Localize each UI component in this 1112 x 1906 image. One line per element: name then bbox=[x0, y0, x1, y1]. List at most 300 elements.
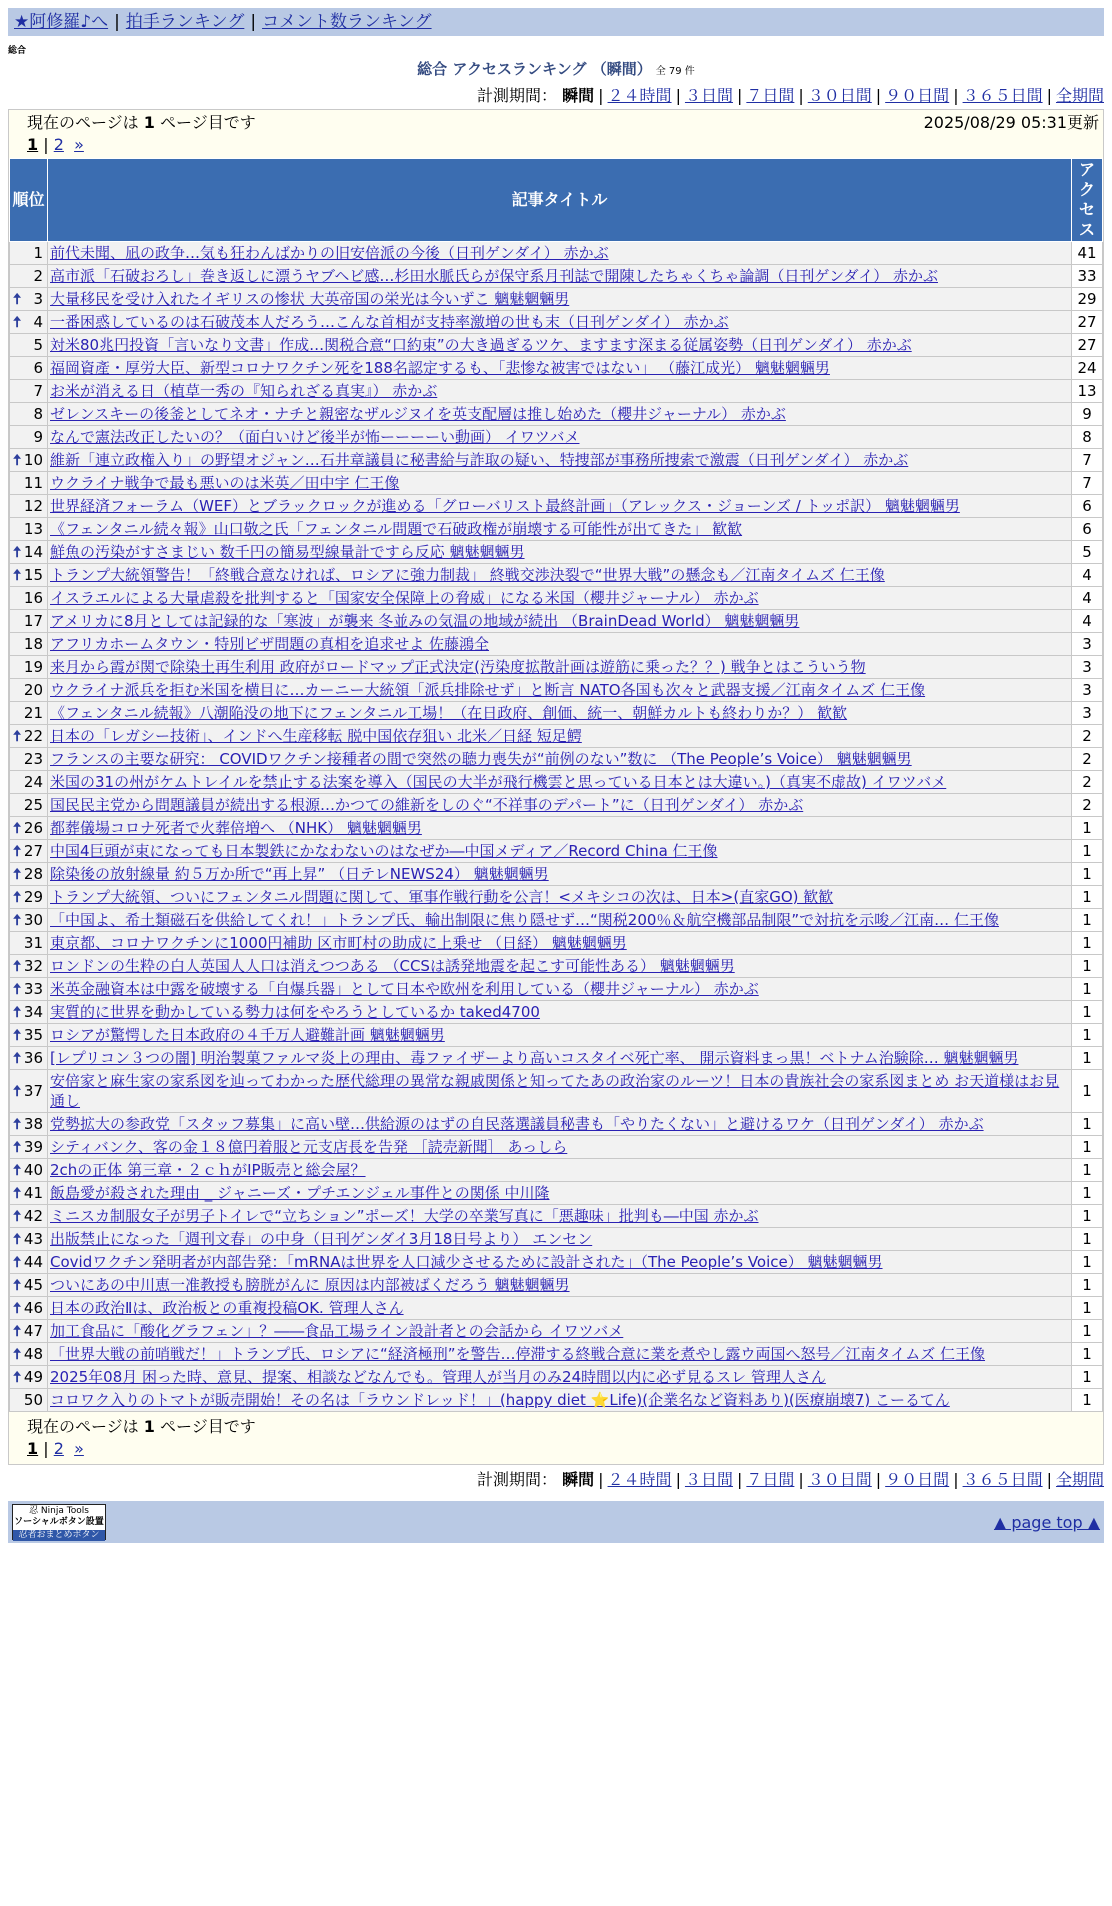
table-row bbox=[10, 725, 1103, 748]
article-link[interactable]: 福岡資產・厚労大臣、新型コロナワクチン死を188名認定するも、「悲惨な被害ではない」 （藤江成光） 魑魅魍魎男 bbox=[50, 359, 830, 377]
period-link-90d[interactable]: ９０日間 bbox=[885, 86, 950, 105]
rank-number: 14 bbox=[23, 543, 43, 561]
nav-link-clap-ranking[interactable]: 拍手ランキング bbox=[125, 12, 245, 32]
table-row bbox=[10, 932, 1103, 955]
rank-cell bbox=[10, 1389, 48, 1412]
rank-number: 4 bbox=[33, 313, 43, 331]
article-link[interactable]: Covidワクチン発明者が内部告発：「mRNAは世界を人口減少させるために設計された」（The People’s Voice） 魑魅魍魎男 bbox=[50, 1253, 883, 1271]
rank-cell bbox=[10, 242, 48, 265]
table-row bbox=[10, 1159, 1103, 1182]
article-link[interactable]: 党勢拡大の参政党「スタッフ募集」に高い壁…供給源のはずの自民落選議員秘書も「やりたくない」と避けるワケ（日刊ゲンダイ） 赤かぶ bbox=[50, 1115, 984, 1133]
rank-number: 8 bbox=[33, 405, 43, 423]
period-link-365d[interactable]: ３６５日間 bbox=[962, 1470, 1043, 1489]
rank-number: 40 bbox=[23, 1161, 43, 1179]
title-cell bbox=[48, 334, 1072, 357]
table-row bbox=[10, 1182, 1103, 1205]
rank-number: 45 bbox=[23, 1276, 43, 1294]
rank-cell bbox=[10, 495, 48, 518]
up-arrow-icon: 🠅 bbox=[13, 1026, 22, 1044]
rank-cell bbox=[10, 702, 48, 725]
table-row bbox=[10, 610, 1103, 633]
article-link[interactable]: ウクライナ派兵を拒む米国を横目に…カーニー大統領「派兵排除せず」と断言 NATO各国も次々と武器支援／江南タイムズ 仁王像 bbox=[50, 681, 926, 699]
article-link[interactable]: アフリカホームタウン・特別ビザ問題の真相を追求せよ 佐藤鴻全 bbox=[50, 635, 490, 653]
up-arrow-icon: 🠅 bbox=[13, 727, 22, 745]
title-cell bbox=[48, 1047, 1072, 1070]
rank-number: 29 bbox=[23, 888, 43, 906]
rank-cell bbox=[10, 679, 48, 702]
access-count: 8 bbox=[1072, 426, 1103, 449]
title-cell bbox=[48, 265, 1072, 288]
title-cell bbox=[48, 495, 1072, 518]
rank-cell bbox=[10, 265, 48, 288]
up-arrow-icon: 🠅 bbox=[13, 1345, 22, 1363]
title-cell bbox=[48, 403, 1072, 426]
article-link[interactable]: 《フェンタニル続々報》山口敬之氏「フェンタニル問題で石破政権が崩壊する可能性が出てきた」 歓歓 bbox=[50, 520, 743, 538]
title-cell bbox=[48, 449, 1072, 472]
table-row bbox=[10, 1136, 1103, 1159]
article-link[interactable]: シティバンク、客の金１８億円着服と元支店長を告発 ［読売新聞］ あっしら bbox=[50, 1138, 568, 1156]
title-cell bbox=[48, 564, 1072, 587]
article-link[interactable]: 日本の「レガシー技術」、インドへ生産移転 脱中国依存狙い 北米／日経 短足鰐 bbox=[50, 727, 582, 745]
title-cell bbox=[48, 1136, 1072, 1159]
access-count: 6 bbox=[1072, 495, 1103, 518]
rank-number: 38 bbox=[23, 1115, 43, 1133]
access-count: 1 bbox=[1072, 1113, 1103, 1136]
table-row bbox=[10, 702, 1103, 725]
up-arrow-icon: 🠅 bbox=[13, 313, 22, 331]
article-link[interactable]: 前代未聞、凪の政争…気も狂わんばかりの旧安倍派の今後（日刊ゲンダイ） 赤かぶ bbox=[50, 244, 609, 262]
table-row bbox=[10, 1274, 1103, 1297]
access-count: 1 bbox=[1072, 1136, 1103, 1159]
table-row bbox=[10, 1297, 1103, 1320]
article-link[interactable]: 都葬儀場コロナ死者で火葬倍増へ （NHK） 魑魅魍魎男 bbox=[50, 819, 422, 837]
article-link[interactable]: お米が消える日（植草一秀の『知られざる真実』） 赤かぶ bbox=[50, 382, 438, 400]
rank-cell bbox=[10, 1001, 48, 1024]
rank-cell bbox=[10, 1136, 48, 1159]
title-cell bbox=[48, 1113, 1072, 1136]
access-count: 4 bbox=[1072, 610, 1103, 633]
period-link-365d[interactable]: ３６５日間 bbox=[962, 86, 1043, 105]
article-link[interactable]: 米国の31の州がケムトレイルを禁止する法案を導入（国民の大半が飛行機雲と思っている日本とは大違い。)（真実不虚故) イワツバメ bbox=[50, 773, 947, 791]
page-status-suffix: ページ目です bbox=[160, 113, 256, 132]
article-link[interactable]: フランスの主要な研究： COVIDワクチン接種者の間で突然の聴力喪失が“前例のない”数に （The People’s Voice） 魑魅魍魎男 bbox=[50, 750, 912, 768]
title-cell bbox=[48, 1159, 1072, 1182]
access-count: 1 bbox=[1072, 840, 1103, 863]
access-count: 9 bbox=[1072, 403, 1103, 426]
table-row bbox=[10, 311, 1103, 334]
rank-number: 9 bbox=[33, 428, 43, 446]
rank-number: 11 bbox=[23, 474, 43, 492]
title-cell bbox=[48, 955, 1072, 978]
table-row bbox=[10, 817, 1103, 840]
rank-number: 33 bbox=[23, 980, 43, 998]
rank-cell bbox=[10, 541, 48, 564]
badge-line-3: 忍者おまとめボタン bbox=[13, 1530, 105, 1541]
up-arrow-icon: 🠅 bbox=[13, 1322, 22, 1340]
page-status bbox=[27, 112, 256, 134]
table-row bbox=[10, 863, 1103, 886]
period-link-3d[interactable]: ３日間 bbox=[684, 86, 733, 105]
article-link[interactable]: 米英金融資本は中露を破壊する「自爆兵器」として日本や欧州を利用している（櫻井ジャーナル） 赤かぶ bbox=[50, 980, 759, 998]
table-row bbox=[10, 748, 1103, 771]
ranking-body bbox=[10, 242, 1103, 1412]
table-row bbox=[10, 472, 1103, 495]
article-link[interactable]: ゼレンスキーの後釜としてネオ・ナチと親密なザルジヌイを英支配層は推し始めた（櫻井ジャーナル） 赤かぶ bbox=[50, 405, 786, 423]
access-count: 1 bbox=[1072, 1297, 1103, 1320]
period-link-7d[interactable]: ７日間 bbox=[746, 86, 795, 105]
rank-number: 12 bbox=[23, 497, 43, 515]
rank-number: 22 bbox=[23, 727, 43, 745]
article-link[interactable]: 中国4巨頭が束になっても日本製鉄にかなわないのはなぜか―中国メディア／Record China 仁王像 bbox=[50, 842, 718, 860]
article-link[interactable]: アメリカに8月としては記録的な「寒波」が襲来 冬並みの気温の地域が続出 （BrainDead World） 魑魅魍魎男 bbox=[50, 612, 800, 630]
rank-cell bbox=[10, 1205, 48, 1228]
article-link[interactable]: 安倍家と麻生家の家系図を辿ってわかった歴代総理の異常な親戚関係と知ってたあの政治家のルーツ！日本の貴族社会の家系図まとめ お天道様はお見通し bbox=[50, 1072, 1060, 1110]
period-link-30d[interactable]: ３０日間 bbox=[807, 86, 872, 105]
article-link[interactable]: 来月から霞が関で除染土再生利用 政府がロードマップ正式決定(汚染度拡散計画は遊筋に乗った？？) 戦争とはこういう物 bbox=[50, 658, 866, 676]
rank-number: 25 bbox=[23, 796, 43, 814]
rank-number: 46 bbox=[23, 1299, 43, 1317]
rank-cell bbox=[10, 610, 48, 633]
page-title: 総合 アクセスランキング （瞬間） bbox=[417, 60, 652, 78]
access-count: 1 bbox=[1072, 1182, 1103, 1205]
rank-number: 3 bbox=[33, 290, 43, 308]
access-count: 1 bbox=[1072, 1205, 1103, 1228]
title-cell bbox=[48, 748, 1072, 771]
access-count: 2 bbox=[1072, 771, 1103, 794]
page-status-prefix: 現在のページは bbox=[27, 113, 139, 132]
period-link-7d[interactable]: ７日間 bbox=[746, 1470, 795, 1489]
article-link[interactable]: 国民民主党から問題議員が続出する根源…かつての維新をしのぐ“不祥事のデパート”に（日刊ゲンダイ） 赤かぶ bbox=[50, 796, 804, 814]
article-link[interactable]: ミニスカ制服女子が男子トイレで“立ちション”ポーズ！大学の卒業写真に「悪趣味」批判も―中国 赤かぶ bbox=[50, 1207, 759, 1225]
up-arrow-icon: 🠅 bbox=[13, 911, 22, 929]
rank-number: 39 bbox=[23, 1138, 43, 1156]
period-link-24h[interactable]: ２４時間 bbox=[607, 86, 672, 105]
article-link[interactable]: なんで憲法改正したいの？（面白いけど後半が怖ーーーーい動画） イワツバメ bbox=[50, 428, 580, 446]
nav-link-asura[interactable]: ★阿修羅♪へ bbox=[14, 12, 109, 32]
title-cell bbox=[48, 610, 1072, 633]
rank-cell bbox=[10, 449, 48, 472]
rank-cell bbox=[10, 334, 48, 357]
rank-cell bbox=[10, 725, 48, 748]
rank-number: 50 bbox=[23, 1391, 43, 1409]
table-row bbox=[10, 978, 1103, 1001]
period-link-3d[interactable]: ３日間 bbox=[684, 1470, 733, 1489]
rank-number: 18 bbox=[23, 635, 43, 653]
table-row bbox=[10, 426, 1103, 449]
up-arrow-icon: 🠅 bbox=[13, 1138, 22, 1156]
table-row bbox=[10, 840, 1103, 863]
access-count: 7 bbox=[1072, 472, 1103, 495]
rank-number: 7 bbox=[33, 382, 43, 400]
title-cell bbox=[48, 886, 1072, 909]
access-count: 13 bbox=[1072, 380, 1103, 403]
access-count: 1 bbox=[1072, 1251, 1103, 1274]
rank-cell bbox=[10, 1366, 48, 1389]
pager-separator: | bbox=[43, 1439, 49, 1458]
table-row bbox=[10, 518, 1103, 541]
access-count: 1 bbox=[1072, 1389, 1103, 1412]
access-count: 1 bbox=[1072, 817, 1103, 840]
article-link[interactable]: 実質的に世界を動かしている勢力は何をやろうとしているか taked4700 bbox=[50, 1003, 540, 1021]
title-cell bbox=[48, 1001, 1072, 1024]
table-row bbox=[10, 288, 1103, 311]
table-row bbox=[10, 794, 1103, 817]
access-count: 6 bbox=[1072, 518, 1103, 541]
rank-cell bbox=[10, 955, 48, 978]
access-count: 27 bbox=[1072, 334, 1103, 357]
title-cell bbox=[48, 1024, 1072, 1047]
article-link[interactable]: 飯島愛が殺された理由 _ ジャニーズ・プチエンジェル事件との関係 中川隆 bbox=[50, 1184, 550, 1202]
article-link[interactable]: ロシアが驚愕した日本政府の４千万人避難計画 魑魅魍魎男 bbox=[50, 1026, 445, 1044]
article-link[interactable]: 加工食品に「酸化グラフェン」？――食品工場ライン設計者との会話から イワツバメ bbox=[50, 1322, 624, 1340]
access-count: 1 bbox=[1072, 1228, 1103, 1251]
period-current: 瞬間 bbox=[562, 86, 595, 105]
period-link-90d[interactable]: ９０日間 bbox=[885, 1470, 950, 1489]
rank-cell bbox=[10, 1343, 48, 1366]
rank-number: 44 bbox=[23, 1253, 43, 1271]
up-arrow-icon: 🠅 bbox=[13, 1184, 22, 1202]
period-label: 計測期間： bbox=[477, 1470, 558, 1489]
pager-separator: | bbox=[43, 135, 49, 154]
up-arrow-icon: 🠅 bbox=[13, 566, 22, 584]
article-link[interactable]: トランプ大統領警告！「終戦合意なければ、ロシアに強力制裁」 終戦交渉決裂で“世界大戦”の懸念も／江南タイムズ 仁王像 bbox=[50, 566, 885, 584]
table-row bbox=[10, 1343, 1103, 1366]
rank-number: 20 bbox=[23, 681, 43, 699]
header-access: アクセス bbox=[1072, 159, 1103, 242]
table-row bbox=[10, 633, 1103, 656]
up-arrow-icon: 🠅 bbox=[13, 543, 22, 561]
article-link[interactable]: 一番困惑しているのは石破茂本人だろう…こんな首相が支持率激増の世も末（日刊ゲンダイ） 赤かぶ bbox=[50, 313, 729, 331]
pager-top bbox=[9, 134, 1103, 158]
table-row bbox=[10, 380, 1103, 403]
pager-next[interactable]: » bbox=[74, 135, 84, 154]
page-top-link[interactable]: ▲ page top ▲ bbox=[993, 1512, 1100, 1532]
up-arrow-icon: 🠅 bbox=[13, 1082, 22, 1100]
rank-cell bbox=[10, 426, 48, 449]
rank-cell bbox=[10, 1159, 48, 1182]
ranking-table bbox=[9, 158, 1103, 1412]
rank-number: 42 bbox=[23, 1207, 43, 1225]
rank-number: 31 bbox=[23, 934, 43, 952]
table-row bbox=[10, 886, 1103, 909]
access-count: 1 bbox=[1072, 1070, 1103, 1113]
table-row bbox=[10, 1228, 1103, 1251]
article-link[interactable]: 東京都、コロナワクチンに1000円補助 区市町村の助成に上乗せ （日経） 魑魅魍魎男 bbox=[50, 934, 627, 952]
article-link[interactable]: 鮮魚の汚染がすさまじい 数千円の簡易型線量計ですら反応 魑魅魍魎男 bbox=[50, 543, 525, 561]
access-count: 1 bbox=[1072, 909, 1103, 932]
access-count: 1 bbox=[1072, 1343, 1103, 1366]
header-title: 記事タイトル bbox=[48, 159, 1072, 242]
rank-cell bbox=[10, 978, 48, 1001]
rank-cell bbox=[10, 656, 48, 679]
article-link[interactable]: 「中国よ、希土類磁石を供給してくれ！」トランプ氏、輸出制限に焦り隠せず…“関税200％＆航空機部品制限”で対抗を示唆／江南… 仁王像 bbox=[50, 911, 999, 929]
rank-number: 35 bbox=[23, 1026, 43, 1044]
rank-cell bbox=[10, 863, 48, 886]
article-link[interactable]: イスラエルによる大量虐殺を批判すると「国家安全保障上の脅威」になる米国（櫻井ジャーナル） 赤かぶ bbox=[50, 589, 759, 607]
rank-cell bbox=[10, 1113, 48, 1136]
article-link[interactable]: 高市派「石破おろし」巻き返しに漂うヤブヘビ感…杉田水脈氏らが保守系月刊誌で開陳したちゃくちゃ論調（日刊ゲンダイ） 赤かぶ bbox=[50, 267, 938, 285]
title-cell bbox=[48, 863, 1072, 886]
period-link-30d[interactable]: ３０日間 bbox=[807, 1470, 872, 1489]
article-link[interactable]: 2025年08月 困った時、意見、提案、相談などなんでも。管理人が当月のみ24時間以内に必ず見るスレ 管理人さん bbox=[50, 1368, 826, 1386]
title-cell bbox=[48, 794, 1072, 817]
rank-cell bbox=[10, 748, 48, 771]
rank-number: 15 bbox=[23, 566, 43, 584]
pager-page-2[interactable]: 2 bbox=[53, 1439, 64, 1458]
access-count: 24 bbox=[1072, 357, 1103, 380]
table-row bbox=[10, 1024, 1103, 1047]
rank-number: 37 bbox=[23, 1082, 43, 1100]
article-link[interactable]: 2chの正体 第三章・２ｃｈがIP販売と総会屋？ bbox=[50, 1161, 366, 1179]
nav-link-comment-ranking[interactable]: コメント数ランキング bbox=[262, 12, 432, 32]
period-link-24h[interactable]: ２４時間 bbox=[607, 1470, 672, 1489]
rank-number: 2 bbox=[33, 267, 43, 285]
title-cell bbox=[48, 1228, 1072, 1251]
article-link[interactable]: 出版禁止になった「週刊文春」の中身（日刊ゲンダイ3月18日号より） エンセン bbox=[50, 1230, 593, 1248]
access-count: 2 bbox=[1072, 748, 1103, 771]
access-count: 1 bbox=[1072, 1159, 1103, 1182]
table-row bbox=[10, 1320, 1103, 1343]
access-count: 1 bbox=[1072, 1274, 1103, 1297]
up-arrow-icon: 🠅 bbox=[13, 819, 22, 837]
title-cell bbox=[48, 242, 1072, 265]
title-cell bbox=[48, 426, 1072, 449]
title-cell bbox=[48, 817, 1072, 840]
article-link[interactable]: 日本の政治Ⅱは、政治板との重複投稿OK. 管理人さん bbox=[50, 1299, 404, 1317]
rank-cell bbox=[10, 564, 48, 587]
up-arrow-icon: 🠅 bbox=[13, 888, 22, 906]
title-cell bbox=[48, 1297, 1072, 1320]
access-count: 1 bbox=[1072, 886, 1103, 909]
table-row bbox=[10, 403, 1103, 426]
table-row bbox=[10, 1205, 1103, 1228]
rank-number: 16 bbox=[23, 589, 43, 607]
header-rank: 順位 bbox=[10, 159, 48, 242]
rank-cell bbox=[10, 403, 48, 426]
ninja-social-badge[interactable] bbox=[12, 1504, 106, 1540]
table-row bbox=[10, 564, 1103, 587]
article-link[interactable]: 維新「連立政権入り」の野望オジャン…石井章議員に秘書給与詐取の疑い、特捜部が事務所捜索で激震（日刊ゲンダイ） 赤かぶ bbox=[50, 451, 909, 469]
article-link[interactable]: ウクライナ戦争で最も悪いのは米英／田中宇 仁王像 bbox=[50, 474, 400, 492]
title-cell bbox=[48, 311, 1072, 334]
rank-cell bbox=[10, 886, 48, 909]
rank-cell bbox=[10, 288, 48, 311]
access-count: 1 bbox=[1072, 1047, 1103, 1070]
table-row bbox=[10, 242, 1103, 265]
up-arrow-icon: 🠅 bbox=[13, 1253, 22, 1271]
title-cell bbox=[48, 1251, 1072, 1274]
article-link[interactable]: トランプ大統領、ついにフェンタニル問題に関して、軍事作戦行動を公言！<メキシコの次は、日本>(直家GO) 歓歓 bbox=[50, 888, 834, 906]
up-arrow-icon: 🠅 bbox=[13, 1276, 22, 1294]
article-link[interactable]: 対米80兆円投資「言いなり文書」作成…関税合意“口約束”の大き過ぎるツケ、ますます深まる従属姿勢（日刊ゲンダイ） 赤かぶ bbox=[50, 336, 912, 354]
title-cell bbox=[48, 725, 1072, 748]
title-cell bbox=[48, 633, 1072, 656]
rank-cell bbox=[10, 357, 48, 380]
pager-next[interactable]: » bbox=[74, 1439, 84, 1458]
title-cell bbox=[48, 541, 1072, 564]
badge-line-1: 忍 Ninja Tools bbox=[29, 1506, 89, 1516]
article-link[interactable]: 大量移民を受け入れたイギリスの惨状 大英帝国の栄光は今いずこ 魑魅魍魎男 bbox=[50, 290, 570, 308]
article-link[interactable]: 「世界大戦の前哨戦だ！」トランプ氏、ロシアに“経済極刑”を警告…停滞する終戦合意に業を煮やし露ウ両国へ怒号／江南タイムズ 仁王像 bbox=[50, 1345, 986, 1363]
rank-number: 21 bbox=[23, 704, 43, 722]
rank-number: 27 bbox=[23, 842, 43, 860]
access-count: 7 bbox=[1072, 449, 1103, 472]
period-link-all[interactable]: 全期間 bbox=[1055, 1470, 1104, 1489]
pager-current: 1 bbox=[27, 1439, 39, 1458]
up-arrow-icon: 🠅 bbox=[13, 1299, 22, 1317]
access-count: 29 bbox=[1072, 288, 1103, 311]
rank-cell bbox=[10, 1182, 48, 1205]
table-row bbox=[10, 334, 1103, 357]
up-arrow-icon: 🠅 bbox=[13, 451, 22, 469]
rank-number: 19 bbox=[23, 658, 43, 676]
table-row bbox=[10, 1047, 1103, 1070]
rank-cell bbox=[10, 1047, 48, 1070]
title-cell bbox=[48, 771, 1072, 794]
access-count: 2 bbox=[1072, 794, 1103, 817]
title-cell bbox=[48, 1070, 1072, 1113]
rank-number: 26 bbox=[23, 819, 43, 837]
pager-bottom bbox=[27, 1438, 1099, 1460]
access-count: 1 bbox=[1072, 1001, 1103, 1024]
table-row bbox=[10, 679, 1103, 702]
access-count: 4 bbox=[1072, 587, 1103, 610]
updated-time: 2025/08/29 05:31更新 bbox=[923, 113, 1099, 132]
period-link-all[interactable]: 全期間 bbox=[1055, 86, 1104, 105]
article-link[interactable]: 《フェンタニル続報》八潮陥没の地下にフェンタニル工場！（在日政府、創価、統一、朝鮮カルトも終わりか？） 歓歓 bbox=[50, 704, 848, 722]
article-link[interactable]: 世界経済フォーラム（WEF）とブラックロックが進める「グローバリスト最終計画」（アレックス・ジョーンズ / トッポ訳） 魑魅魍魎男 bbox=[50, 497, 960, 515]
table-row bbox=[10, 265, 1103, 288]
page-status-bottom bbox=[9, 1412, 1103, 1464]
rank-number: 48 bbox=[23, 1345, 43, 1363]
rank-cell bbox=[10, 794, 48, 817]
article-link[interactable]: ロンドンの生粋の白人英国人人口は消えつつある （CCSは誘発地震を起こす可能性ある） 魑魅魍魎男 bbox=[50, 957, 735, 975]
rank-number: 24 bbox=[23, 773, 43, 791]
article-link[interactable]: コロワク入りのトマトが販売開始！その名は「ラウンドレッド！」(happy diet ⭐Life)(企業名など資料あり)(医療崩壊7) こーるてん bbox=[50, 1391, 950, 1409]
rank-number: 23 bbox=[23, 750, 43, 768]
title-cell bbox=[48, 1366, 1072, 1389]
access-count: 5 bbox=[1072, 541, 1103, 564]
access-count: 1 bbox=[1072, 863, 1103, 886]
nav-separator: | bbox=[114, 12, 120, 32]
rank-cell bbox=[10, 932, 48, 955]
page-status-row bbox=[9, 110, 1103, 134]
table-row bbox=[10, 357, 1103, 380]
up-arrow-icon: 🠅 bbox=[13, 1003, 22, 1021]
pager-current: 1 bbox=[27, 135, 39, 154]
article-link[interactable]: 除染後の放射線量 約５万か所で“再上昇” （日テレNEWS24） 魑魅魍魎男 bbox=[50, 865, 549, 883]
access-count: 27 bbox=[1072, 311, 1103, 334]
rank-number: 5 bbox=[33, 336, 43, 354]
table-row bbox=[10, 587, 1103, 610]
pager-page-2[interactable]: 2 bbox=[53, 135, 64, 154]
table-row bbox=[10, 449, 1103, 472]
up-arrow-icon: 🠅 bbox=[13, 842, 22, 860]
title-cell bbox=[48, 1205, 1072, 1228]
table-row bbox=[10, 1366, 1103, 1389]
rank-cell bbox=[10, 633, 48, 656]
nav-separator: | bbox=[250, 12, 257, 32]
title-cell bbox=[48, 656, 1072, 679]
access-count: 1 bbox=[1072, 932, 1103, 955]
ranking-panel bbox=[8, 109, 1104, 1465]
rank-cell bbox=[10, 771, 48, 794]
article-link[interactable]: ついにあの中川恵一准教授も膀胱がんに 原因は内部被ばくだろう 魑魅魍魎男 bbox=[50, 1276, 570, 1294]
rank-cell bbox=[10, 840, 48, 863]
title-cell bbox=[48, 932, 1072, 955]
table-row bbox=[10, 909, 1103, 932]
article-link[interactable]: [レプリコン３つの闇] 明治製菓ファルマ炎上の理由、毒ファイザーより高いコスタイベ死亡率、 開示資料まっ黒！ベトナム治験除… 魑魅魍魎男 bbox=[50, 1049, 1019, 1067]
